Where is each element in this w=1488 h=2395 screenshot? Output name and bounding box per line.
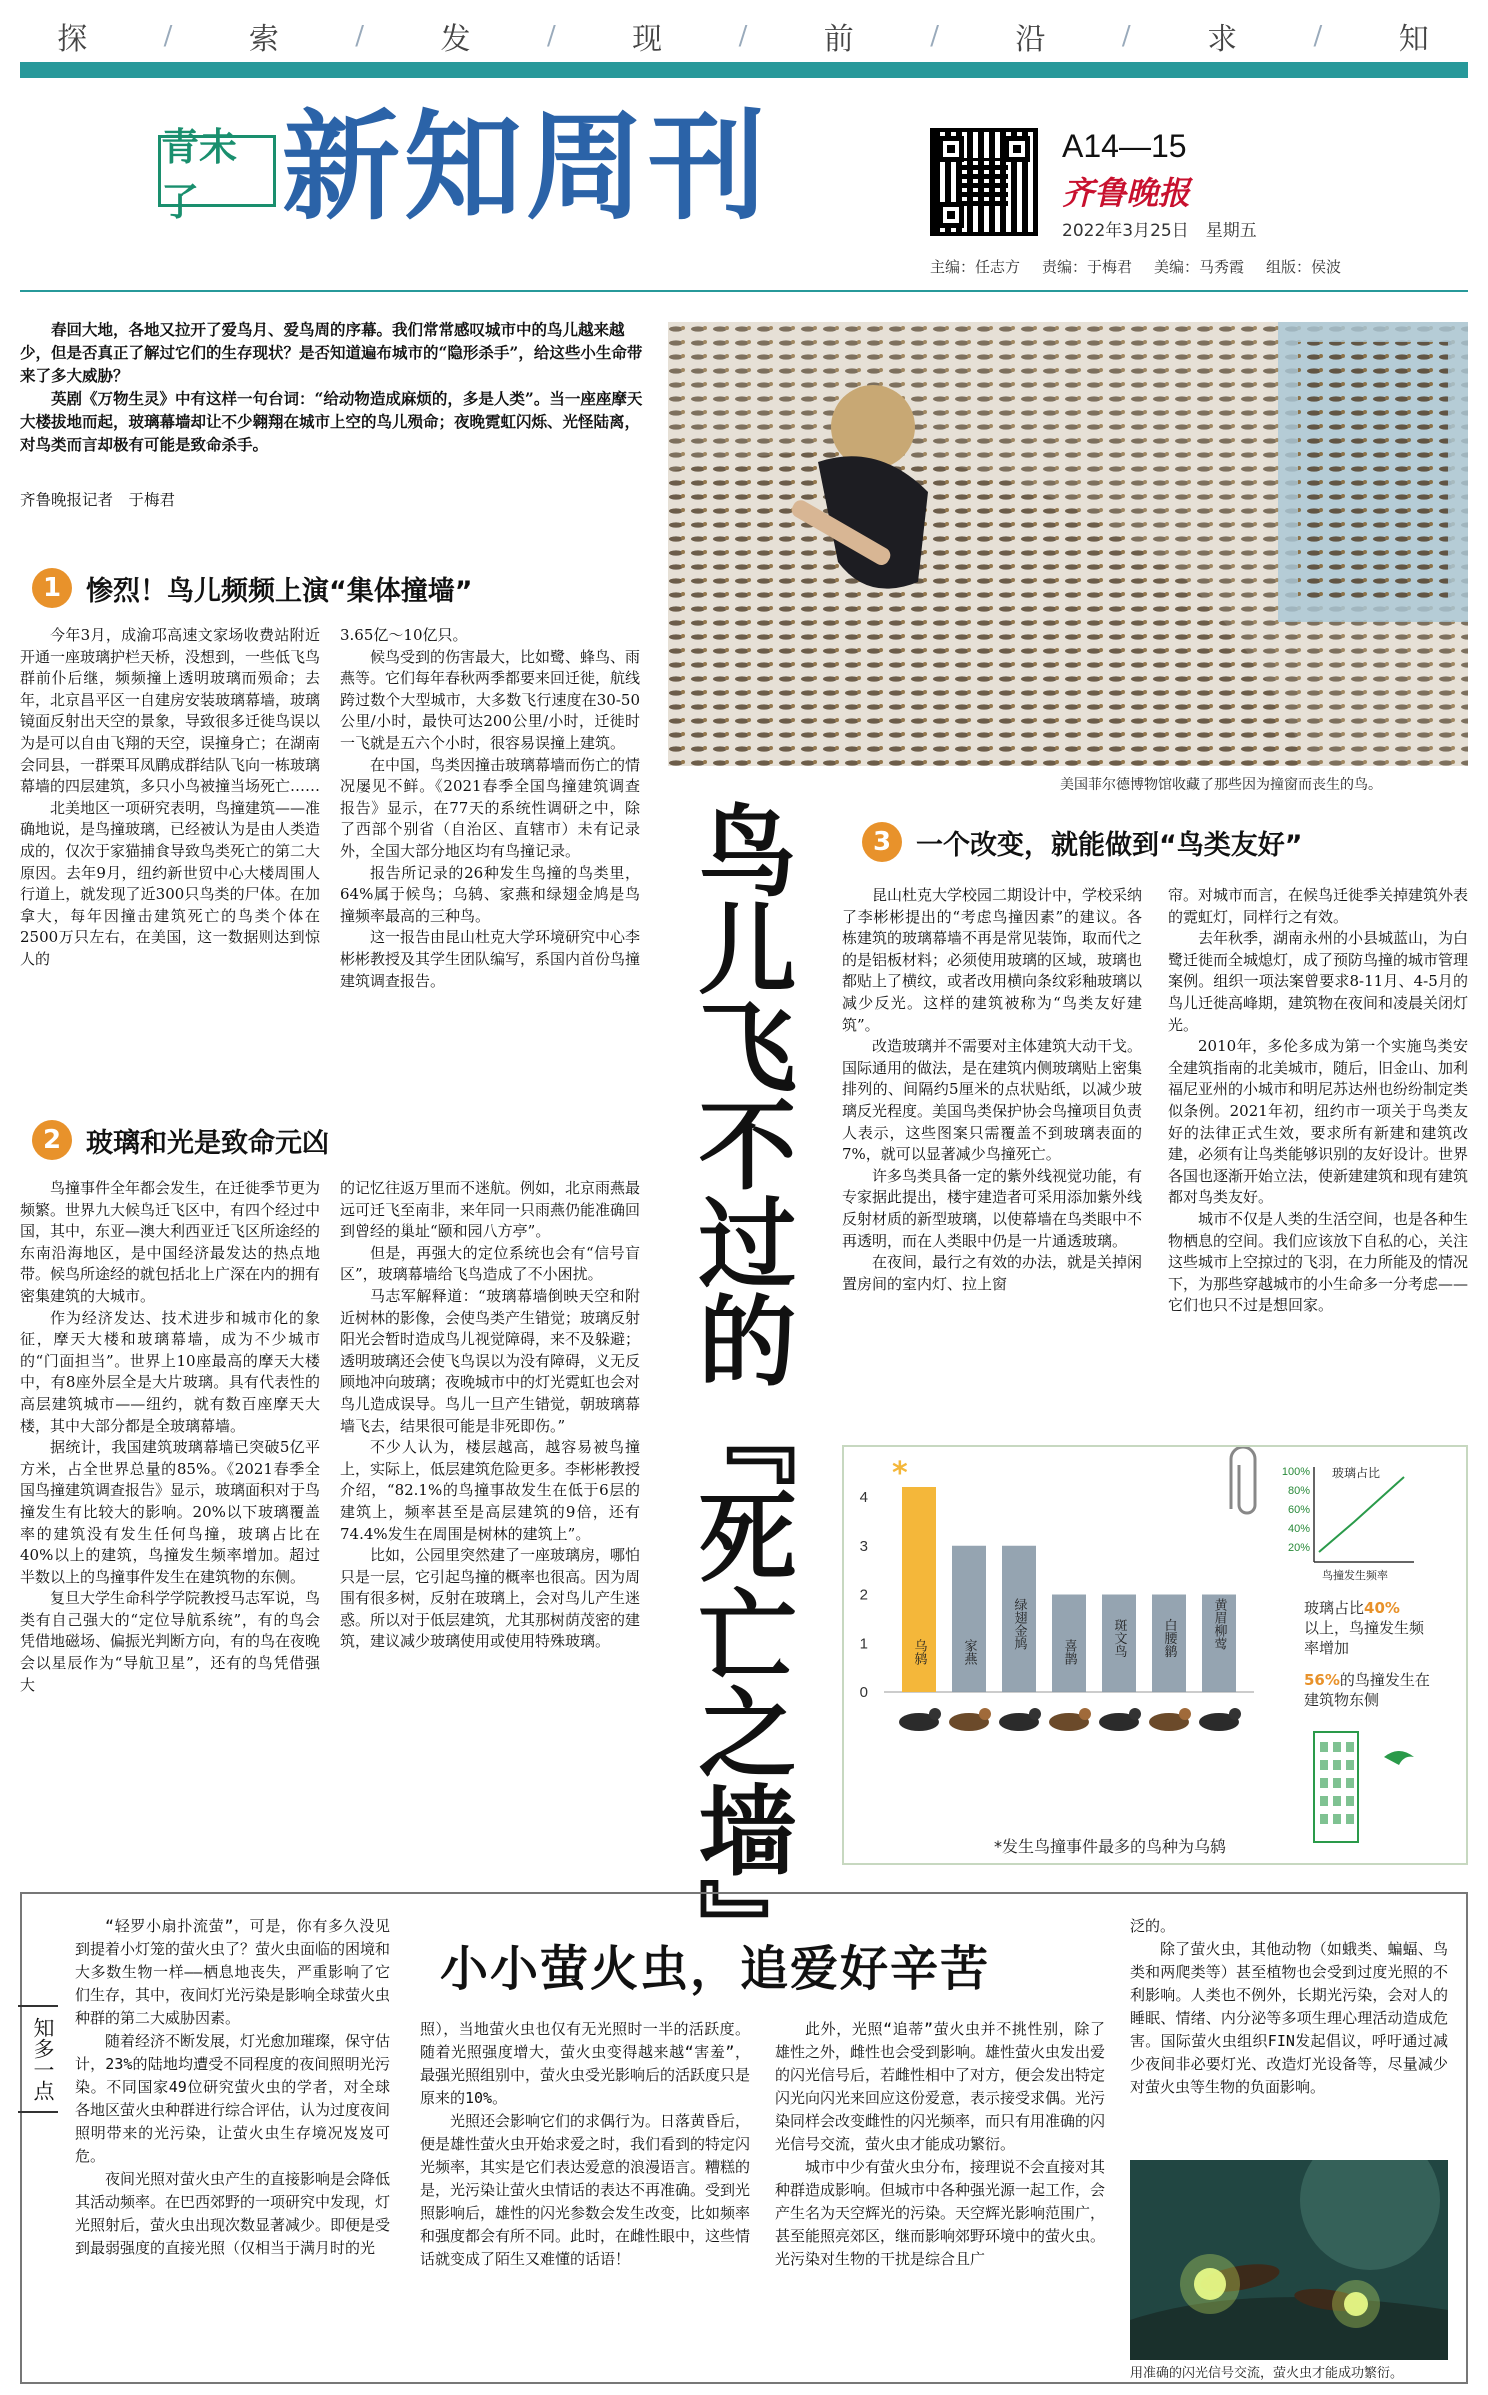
slogan-char: 沿 (1015, 22, 1048, 57)
paragraph: 此外，光照“追蒂”萤火虫并不挑性别，除了雄性之外，雌性也会受到影响。雄性萤火虫发出爱的闪光信号后，若雌性相中了对方，便会发出特定闪光向闪光来回应这份爱意，表示接受求偶。光污染同样会改变雌性的闪光频率，而只有用准确的闪光信号交流，萤火虫才能成功繁衍。 (775, 2020, 1106, 2153)
section-number-badge: 3 (862, 822, 902, 862)
paragraph: 3.65亿～10亿只。 (340, 626, 468, 644)
building-window-icon (1346, 1742, 1354, 1752)
bird-head-icon (1129, 1708, 1141, 1720)
firefly-column-1 (75, 1915, 390, 2260)
category-label: 绿翅金鸠 (1011, 1598, 1027, 1650)
category-label: 喜鹊 (1061, 1639, 1077, 1665)
section-3-column-1 (842, 885, 1142, 1295)
bird-head-icon (1029, 1708, 1041, 1720)
building-window-icon (1333, 1814, 1341, 1824)
chart-bar (952, 1546, 986, 1692)
paragraph: 帘。对城市而言，在候鸟迁徙季关掉建筑外表的霓虹灯，同样行之有效。 (1168, 886, 1469, 926)
paragraph: 今年3月，成渝邛高速文家场收费站附近开通一座玻璃护栏天桥，没想到，一些低飞鸟群前仆后继，频频撞上透明玻璃而殒命；去年，北京昌平区一自建房安装玻璃幕墙，玻璃镜面反射出天空的景象，导致很多迁徙鸟误以为是可以自由飞翔的天空，误撞身亡；在湖南会同县，一群栗耳凤鹛成群结队飞向一栋玻璃幕墙的四层建筑，多只小鸟被撞当场死亡…… (20, 626, 321, 796)
issue-date: 2022年3月25日 星期五 (1062, 221, 1257, 241)
slogan-char: 求 (1207, 22, 1240, 57)
section-3-header (862, 822, 1303, 862)
bird-head-icon (1179, 1708, 1191, 1720)
section-title: 一个改变，就能做到“鸟类友好” (916, 829, 1303, 861)
paragraph: 随着经济不断发展，灯光愈加璀璨，保守估计，23%的陆地均遭受不同程度的夜间照明光污染。不同国家49位研究萤火虫的学者，对全球各地区萤火虫种群进行综合评估，认为过度夜间照明带来的光污染，让萤火虫生存境况岌岌可危。 (75, 2032, 391, 2165)
inset-note-2-cont: 建筑物东侧 (1304, 1691, 1380, 1709)
category-label: 黄眉柳莺 (1211, 1598, 1227, 1650)
inset-y-tick: 20% (1287, 1542, 1310, 1554)
paragraph: 除了萤火虫，其他动物（如蛾类、蝙蝠、鸟类和两爬类等）甚至植物也会受到过度光照的不利影响。人类也不例外，长期光污染，会对人的睡眠、情绪、内分泌等多项生理心理活动造成危害。国际萤火虫组织FIN发起倡议，呼吁通过减少夜间非必要灯光、改造灯光设备等，尽量减少对萤火虫等生物的负面影响。 (1130, 1940, 1448, 2096)
note-highlight: 56% (1304, 1671, 1340, 1689)
inset-note-2 (1304, 1671, 1430, 1689)
museum-bird-photo (668, 322, 1468, 766)
bird-head-icon (929, 1708, 941, 1720)
section-label: 知多一点 (18, 2005, 58, 2113)
intro-paragraph: 春回大地，各地又拉开了爱鸟月、爱鸟周的序幕。我们常常感叹城市中的鸟儿越来越少，但是否真正了解过它们的生存现状？是否知道遍布城市的“隐形杀手”，给这些小生命带来了多大威胁？ (20, 320, 643, 385)
paragraph: 马志军解释道：“玻璃幕墙倒映天空和附近树林的影像，会使鸟类产生错觉；玻璃反射阳光会暂时造成鸟儿视觉障碍，来不及躲避；透明玻璃还会使飞鸟误以为没有障碍，义无反顾地冲向玻璃；夜晚城市中的灯光霓虹也会对鸟儿造成误导。鸟儿一旦产生错觉，朝玻璃幕墙飞去，结果很可能是非死即伤。” (340, 1286, 641, 1435)
building-window-icon (1346, 1760, 1354, 1770)
section-2-column-2 (340, 1178, 640, 1653)
paragraph: 不少人认为，楼层越高，越容易被鸟撞上，实际上，低层建筑危险更多。李彬彬教授介绍，“82.1%的鸟撞事故发生在低于6层的建筑上，频率甚至是高层建筑的9倍，还有74.4%发生在周围是树林的建筑上”。 (340, 1438, 641, 1543)
building-window-icon (1320, 1778, 1328, 1788)
bird-strike-chart (842, 1445, 1468, 1865)
building-window-icon (1346, 1814, 1354, 1824)
paragraph: 城市中少有萤火虫分布，接理说不会直接对其种群造成影响。但城市中各种强光源一起工作，会产生名为天空辉光的污染。天空辉光影响范围广，甚至能照亮郊区，继而影响郊野环境中的萤火虫。光污染对生物的干扰是综合且广 (775, 2158, 1106, 2268)
y-tick-label: 1 (859, 1635, 868, 1653)
paragraph: 改造玻璃并不需要对主体建筑大动干戈。国际通用的做法，是在建筑内侧玻璃贴上密集排列的、间隔约5厘米的点状贴纸，以减少玻璃反光程度。美国鸟类保护协会鸟撞项目负责人表示，这些图案只需覆盖不到玻璃表面的7%，就可以显著减少鸟撞死亡。 (842, 1037, 1143, 1164)
y-tick-label: 4 (859, 1489, 868, 1506)
paragraph: 报告所记录的26种发生鸟撞的鸟类里，64%属于候鸟；乌鸫、家燕和绿翅金鸠是鸟撞频率最高的三种鸟。 (340, 863, 640, 925)
inset-y-tick: 60% (1287, 1504, 1310, 1516)
brand-logo: 青未了 (158, 135, 276, 207)
firefly-column-2 (420, 2018, 750, 2271)
note-highlight: 40% (1364, 1599, 1400, 1617)
masthead-title: 新知周刊 (282, 98, 771, 236)
bird-head-icon (1229, 1708, 1241, 1720)
paragraph: 的记忆往返万里而不迷航。例如，北京雨燕最远可迁飞至南非，来年同一只雨燕仍能准确回到曾经的巢址“颐和园八方亭”。 (340, 1179, 641, 1241)
inset-trend-line (1319, 1477, 1404, 1552)
paragraph: 据统计，我国建筑玻璃幕墙已突破5亿平方米，占全世界总量的85%。《2021春季全国鸟撞建筑调查报告》显示，玻璃面积对于鸟撞发生有比较大的影响。20%以下玻璃覆盖率的建筑没有发生任何鸟撞，玻璃占比在40%以上的建筑，鸟撞发生频率增加。超过半数以上的鸟撞事件发生在建筑物的东侧。 (20, 1438, 321, 1586)
paragraph: 但是，再强大的定位系统也会有“信号盲区”，玻璃幕墙给飞鸟造成了不小困扰。 (340, 1243, 640, 1284)
editor-credit: 美编：马秀霞 (1154, 258, 1245, 276)
category-label: 乌鸫 (911, 1639, 927, 1665)
y-tick-label: 0 (859, 1684, 868, 1701)
slogan-char: 探 (57, 22, 90, 57)
paragraph: 去年秋季，湖南永州的小县城蓝山，为白鹭迁徙而全城熄灯，成了预防鸟撞的城市管理案例。组织一项法案曾要求8-11月、4-5月的鸟儿迁徙高峰期，建筑物在夜间和凌晨关闭灯光。 (1168, 929, 1469, 1034)
firefly-photo-caption: 用准确的闪光信号交流，萤火虫才能成功繁衍。 (1130, 2366, 1404, 2381)
category-label: 白腰鹟 (1161, 1618, 1177, 1658)
building-window-icon (1333, 1760, 1341, 1770)
firefly-column-3 (775, 2018, 1105, 2271)
slogan-char: 现 (632, 22, 665, 57)
top-color-bar (20, 62, 1468, 78)
asterisk-marker: * (892, 1456, 908, 1491)
paragraph: 这一报告由昆山杜克大学环境研究中心李彬彬教授及其学生团队编写，系国内首份鸟撞建筑调查报告。 (340, 928, 641, 990)
y-tick-label: 2 (859, 1586, 868, 1604)
section-2-header (32, 1120, 329, 1160)
photo-caption: 美国菲尔德博物馆收藏了那些因为撞窗而丧生的鸟。 (1060, 777, 1382, 793)
bar-chart (844, 1447, 1466, 1863)
section-title: 玻璃和光是致命元凶 (86, 1127, 329, 1159)
inset-note-1 (1304, 1599, 1400, 1617)
firefly-headline: 小小萤火虫，追爱好辛苦 (440, 1941, 991, 1997)
note-text: 的鸟撞发生在 (1339, 1671, 1430, 1689)
firefly-photo (1130, 2160, 1448, 2360)
paragraph: 作为经济发达、技术进步和城市化的象征，摩天大楼和玻璃幕墙，成为不少城市的“门面担当”。世界上10座最高的摩天大楼中，有8座外层全是大片玻璃。具有代表性的高层建筑城市——纽约，就有数百座摩天大楼，其中大部分都是全玻璃幕墙。 (20, 1308, 320, 1435)
slogan-bar: 探 / 索 / 发 / 现 / 前 / 沿 / 求 / 知 (20, 14, 1468, 58)
paragraph: 2010年，多伦多成为第一个实施鸟类安全建筑指南的北美城市，随后，旧金山、加利福尼亚州的小城市和明尼苏达州也纷纷制定类似条例。2021年初，纽约市一项关于鸟类友好的法律正式生效，要求所有新建和建筑改建，必须有让鸟类能够识别的友好设计。世界各国也逐渐开始立法，使新建建筑和现有建筑都对鸟类友好。 (1168, 1037, 1469, 1207)
note-text: 玻璃占比 (1304, 1599, 1365, 1617)
paragraph: “轻罗小扇扑流萤”，可是，你有多久没见到提着小灯笼的萤火虫了？萤火虫面临的困境和大多数生物一样——栖息地丧失，严重影响了它们生存，其中，夜间灯光污染是影响全球萤火虫种群的第二大威胁因素。 (75, 1917, 391, 2027)
editor-credit: 主编：任志方 (930, 258, 1021, 276)
newspaper-name: 齐鲁晚报 (1062, 174, 1191, 212)
inset-note-1-cont-b: 率增加 (1304, 1639, 1350, 1657)
paragraph: 城市不仅是人类的生活空间，也是各种生物栖息的空间。我们应该放下自私的心，关注这些城市上空掠过的飞羽，在力所能及的情况下，为那些穿越城市的小生命多一分考虑——它们也只不过是想回家。 (1168, 1209, 1469, 1315)
section-1-column-2 (340, 625, 640, 992)
paragraph: 许多鸟类具备一定的紫外线视觉功能，有专家据此提出，楼宇建造者可采用添加紫外线反射材质的新型玻璃，以使幕墙在鸟类眼中不再透明，而在人类眼中仍是一片通透玻璃。 (842, 1166, 1143, 1250)
slogan-char: 前 (823, 22, 856, 57)
building-window-icon (1333, 1796, 1341, 1806)
section-1-header (32, 568, 473, 608)
paragraph: 北美地区一项研究表明，鸟撞建筑——准确地说，是鸟撞玻璃，已经被认为是由人类造成的，仅次于家猫捕食导致鸟类死亡的第二大原因。去年9月，纽约新世贸中心大楼周围人行道上，就发现了近300只鸟类的尸体。在加拿大，每年因撞击建筑死亡的鸟类个体在2500万只左右，在美国，这一数据则达到惊人的 (20, 798, 321, 968)
editor-credit: 组版：侯波 (1266, 258, 1342, 276)
paragraph: 比如，公园里突然建了一座玻璃房，哪怕只是一层，它引起鸟撞的概率也很高。因为周围有很多树，反射在玻璃上，会对鸟儿产生迷惑。所以对于低层建筑，尤其那树荫茂密的建筑，建议减少玻璃使用或使用特殊玻璃。 (340, 1546, 641, 1651)
building-window-icon (1346, 1778, 1354, 1788)
editor-credit: 责编：于梅君 (1042, 258, 1133, 276)
inset-y-tick: 100% (1281, 1466, 1310, 1478)
article-intro (20, 318, 646, 456)
paragraph: 夜间光照对萤火虫产生的直接影响是会降低其活动频率。在巴西郊野的一项研究中发现，灯光照射后，萤火虫出现次数显著减少。即便是受到最弱强度的直接光照（仅相当于满月时的光 (75, 2170, 391, 2257)
paperclip-icon (1231, 1447, 1255, 1513)
y-tick-label: 3 (859, 1537, 868, 1555)
section-3-column-2 (1168, 885, 1468, 1317)
slogan-char: 索 (248, 22, 281, 57)
vertical-headline: 鸟儿飞不过的『死亡之墙』 (682, 800, 796, 1976)
section-title: 惨烈！鸟儿频频上演“集体撞墙” (86, 575, 473, 607)
category-label: 斑文鸟 (1111, 1618, 1127, 1658)
building-window-icon (1320, 1814, 1328, 1824)
page-number: A14—15 (1062, 128, 1187, 164)
paragraph: 复旦大学生命科学学院教授马志军说，鸟类有自己强大的“定位导航系统”，有的鸟会凭借地磁场、偏振光判断方向，有的鸟在夜晚会以星辰作为“导航卫星”，还有的鸟凭借强大 (20, 1589, 321, 1694)
paragraph: 昆山杜克大学校园二期设计中，学校采纳了李彬彬提出的“考虑鸟撞因素”的建议。各栋建筑的玻璃幕墙不再是常见装饰，取而代之的是铝板材料；必须使用玻璃的区域，玻璃也都贴上了横纹，或者改用横向条纹彩釉玻璃以减少反光。这样的建筑被称为“鸟类友好建筑”。 (842, 886, 1143, 1034)
section-number-badge: 2 (32, 1120, 72, 1160)
qr-code-icon[interactable] (930, 128, 1038, 236)
divider (20, 290, 1468, 292)
bird-head-icon (979, 1708, 991, 1720)
reporter-byline: 齐鲁晚报记者 于梅君 (20, 491, 176, 509)
inset-y-tick: 80% (1287, 1485, 1310, 1497)
inset-x-label: 玻璃占比 (1332, 1466, 1381, 1480)
paragraph: 候鸟受到的伤害最大，比如鹭、蜂鸟、雨燕等。它们每年春秋两季都要来回迁徙，航线跨过数个大型城市，大多数飞行速度在30-50公里/小时，最快可达200公里/小时，迁徙时一飞就是五六个小时，很容易误撞上建筑。 (340, 647, 641, 752)
intro-paragraph: 英剧《万物生灵》中有这样一句台词：“给动物造成麻烦的，多是人类”。当一座座摩天大楼拔地而起，玻璃幕墙却让不少翱翔在城市上空的鸟儿殒命；夜晚霓虹闪烁、光怪陆离，对鸟类而言却极有可能是致命杀手。 (20, 389, 643, 454)
slogan-char: 知 (1398, 22, 1431, 57)
paragraph: 光照还会影响它们的求偶行为。日落黄昏后，便是雄性萤火虫开始求爱之时，我们看到的特定闪光频率，其实是它们表达爱意的浪漫语言。糟糕的是，光污染让萤火虫情话的表达不再准确。受到光照影响后，雄性的闪光参数会发生改变，比如频率和强度都会有所不同。此时，在雌性眼中，这些情话就变成了陌生又难懂的话语！ (420, 2112, 751, 2268)
paragraph: 泛的。 (1130, 1917, 1176, 1935)
building-window-icon (1320, 1760, 1328, 1770)
building-window-icon (1333, 1778, 1341, 1788)
section-number-badge: 1 (32, 568, 72, 608)
building-window-icon (1320, 1742, 1328, 1752)
inset-y-label: 鸟撞发生频率 (1322, 1569, 1388, 1582)
chart-caption: *发生鸟撞事件最多的鸟种为乌鸫 (994, 1837, 1227, 1856)
section-2-column-1 (20, 1178, 320, 1696)
building-window-icon (1320, 1796, 1328, 1806)
bird-head-icon (1079, 1708, 1091, 1720)
paragraph: 照），当地萤火虫也仅有无光照时一半的活跃度。随着光照强度增大，萤火虫变得越来越“害羞”，最强光照组别中，萤火虫受光影响后的活跃度只是原来的10%。 (420, 2020, 751, 2107)
paragraph: 鸟撞事件全年都会发生，在迁徙季节更为频繁。世界九大候鸟迁飞区中，有四个经过中国，其中，东亚—澳大利西亚迁飞区所途经的东南沿海地区，是中国经济最发达的热点地带。候鸟所途经的就包括北上广深在内的拥有密集建筑的大城市。 (20, 1179, 321, 1305)
inset-note-1-cont-a: 以上，鸟撞发生频 (1304, 1619, 1425, 1637)
firefly-column-4 (1130, 1915, 1448, 2099)
inset-y-tick: 40% (1287, 1523, 1310, 1535)
slogan-char: 发 (440, 22, 473, 57)
building-window-icon (1346, 1796, 1354, 1806)
section-1-column-1 (20, 625, 320, 971)
paragraph: 在中国，鸟类因撞击玻璃幕墙而伤亡的情况屡见不鲜。《2021春季全国鸟撞建筑调查报告》显示，在77天的系统性调研之中，除了西部个别省（自治区、直辖市）未有记录外，全国大部分地区均有鸟撞记录。 (340, 755, 641, 860)
paragraph: 在夜间，最行之有效的办法，就是关掉闲置房间的室内灯、拉上窗 (842, 1253, 1143, 1293)
editor-credits (930, 256, 1341, 277)
flying-bird-icon (1384, 1751, 1414, 1765)
category-label: 家燕 (961, 1639, 977, 1665)
building-window-icon (1333, 1742, 1341, 1752)
